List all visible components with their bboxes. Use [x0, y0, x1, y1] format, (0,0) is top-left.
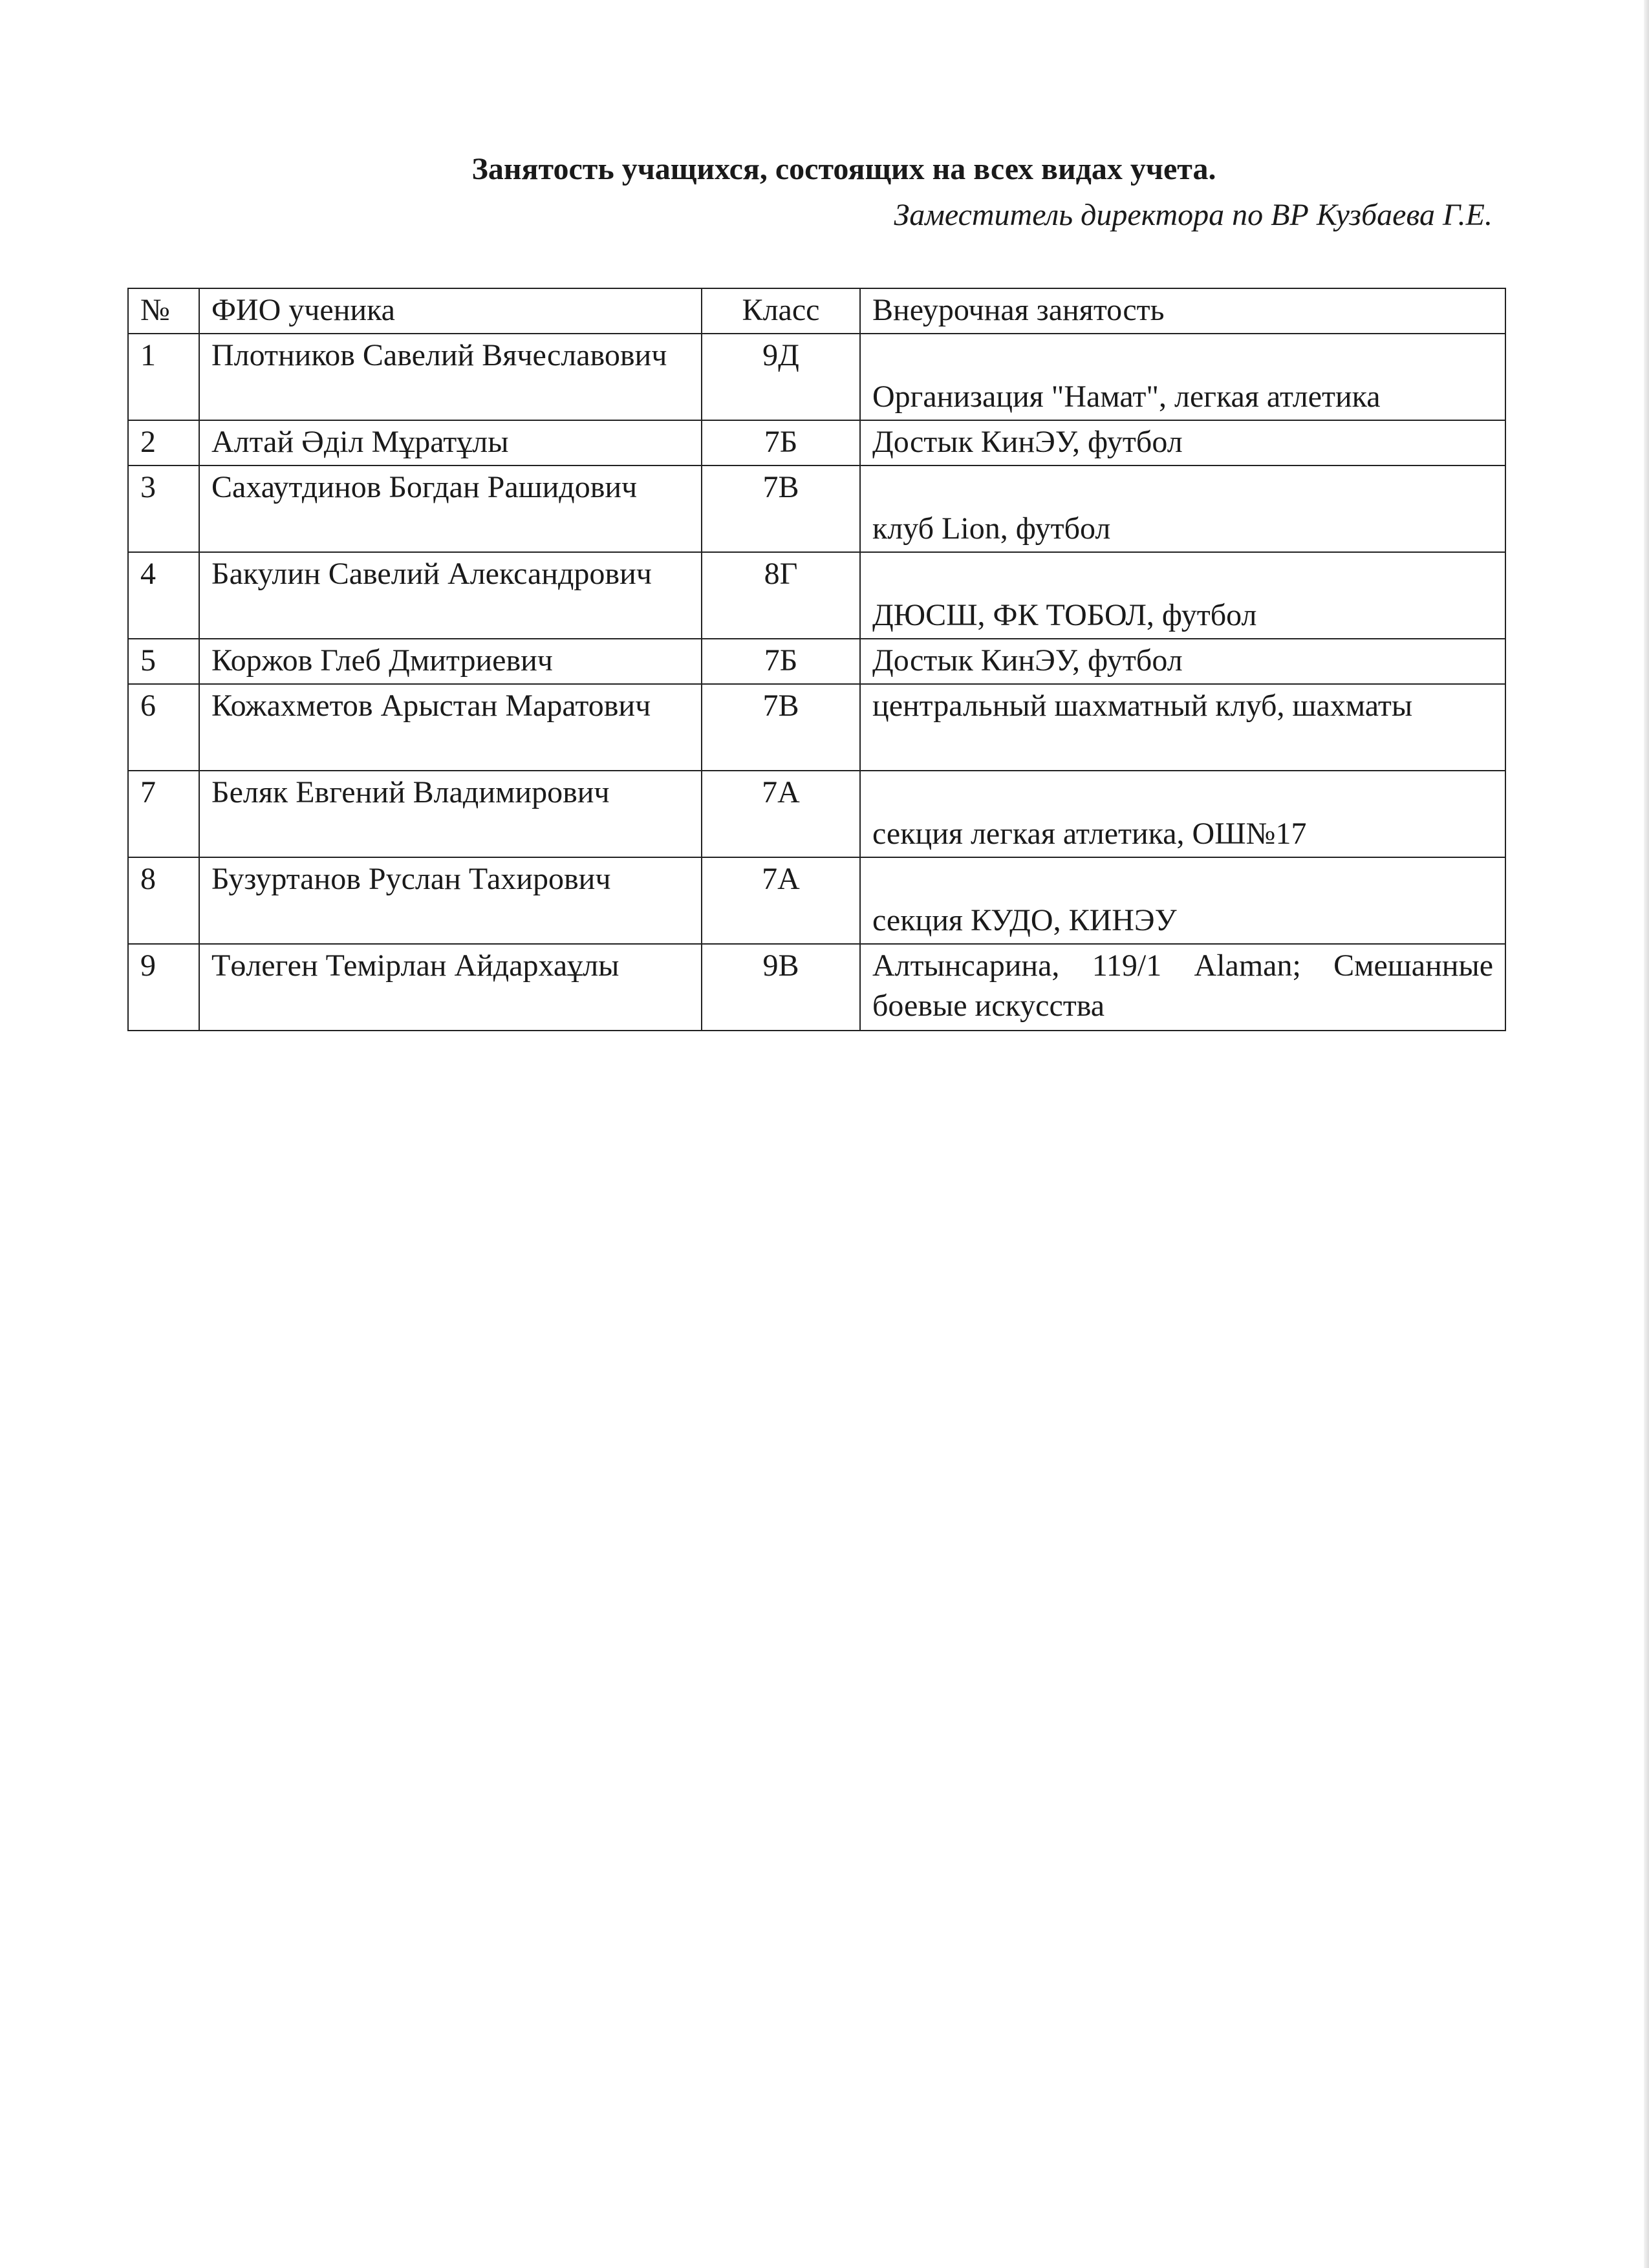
row-class: 8Г: [702, 552, 860, 639]
row-num: 6: [128, 684, 199, 771]
table-row: [128, 334, 1505, 420]
header-num: №: [128, 288, 199, 334]
header-class: Класс: [702, 288, 860, 334]
row-name: Коржов Глеб Дмитриевич: [199, 639, 702, 684]
row-class: 7В: [702, 465, 860, 552]
row-name: Плотников Савелий Вячеславович: [199, 334, 702, 420]
page-edge: [1644, 0, 1649, 2268]
row-activity: Достык КинЭУ, футбол: [860, 639, 1505, 684]
row-name: Алтай Әділ Мұратұлы: [199, 420, 702, 465]
row-name: Сахаутдинов Богдан Рашидович: [199, 465, 702, 552]
table-row: [128, 684, 1505, 771]
row-class: 7А: [702, 857, 860, 944]
row-num: 7: [128, 771, 199, 857]
row-num: 8: [128, 857, 199, 944]
row-name: Бакулин Савелий Александрович: [199, 552, 702, 639]
table-row: [128, 857, 1505, 944]
row-num: 2: [128, 420, 199, 465]
table-row: [128, 639, 1505, 684]
row-class: 9Д: [702, 334, 860, 420]
document-title: Занятость учащихся, состоящих на всех видах учета.: [471, 152, 1216, 186]
row-name: Беляк Евгений Владимирович: [199, 771, 702, 857]
row-num: 1: [128, 334, 199, 420]
row-class: 7Б: [702, 639, 860, 684]
students-table: [127, 288, 1506, 1031]
row-num: 5: [128, 639, 199, 684]
row-activity: Организация "Намат", легкая атлетика: [860, 334, 1505, 420]
row-num: 9: [128, 944, 199, 1031]
row-class: 7А: [702, 771, 860, 857]
row-class: 7В: [702, 684, 860, 771]
table-row: [128, 944, 1505, 1031]
table-header-row: [128, 288, 1505, 334]
row-activity: Достык КинЭУ, футбол: [860, 420, 1505, 465]
row-class: 7Б: [702, 420, 860, 465]
row-activity: секция КУДО, КИНЭУ: [860, 857, 1505, 944]
row-activity: ДЮСШ, ФК ТОБОЛ, футбол: [860, 552, 1505, 639]
table-row: [128, 552, 1505, 639]
document-subtitle: Заместитель директора по ВР Кузбаева Г.Е.: [894, 198, 1493, 232]
row-activity: клуб Lion, футбол: [860, 465, 1505, 552]
header-activity: Внеурочная занятость: [860, 288, 1505, 334]
row-name: Бузуртанов Руслан Тахирович: [199, 857, 702, 944]
row-activity: центральный шахматный клуб, шахматы: [860, 684, 1505, 771]
table-row: [128, 420, 1505, 465]
row-num: 3: [128, 465, 199, 552]
table-row: [128, 465, 1505, 552]
row-activity: Алтынсарина, 119/1 Alaman; Смешанные боевые искусства: [860, 944, 1505, 1031]
row-name: Кожахметов Арыстан Маратович: [199, 684, 702, 771]
row-name: Төлеген Темірлан Айдархаұлы: [199, 944, 702, 1031]
row-activity: секция легкая атлетика, ОШ№17: [860, 771, 1505, 857]
header-name: ФИО ученика: [199, 288, 702, 334]
row-num: 4: [128, 552, 199, 639]
row-class: 9В: [702, 944, 860, 1031]
table-row: [128, 771, 1505, 857]
